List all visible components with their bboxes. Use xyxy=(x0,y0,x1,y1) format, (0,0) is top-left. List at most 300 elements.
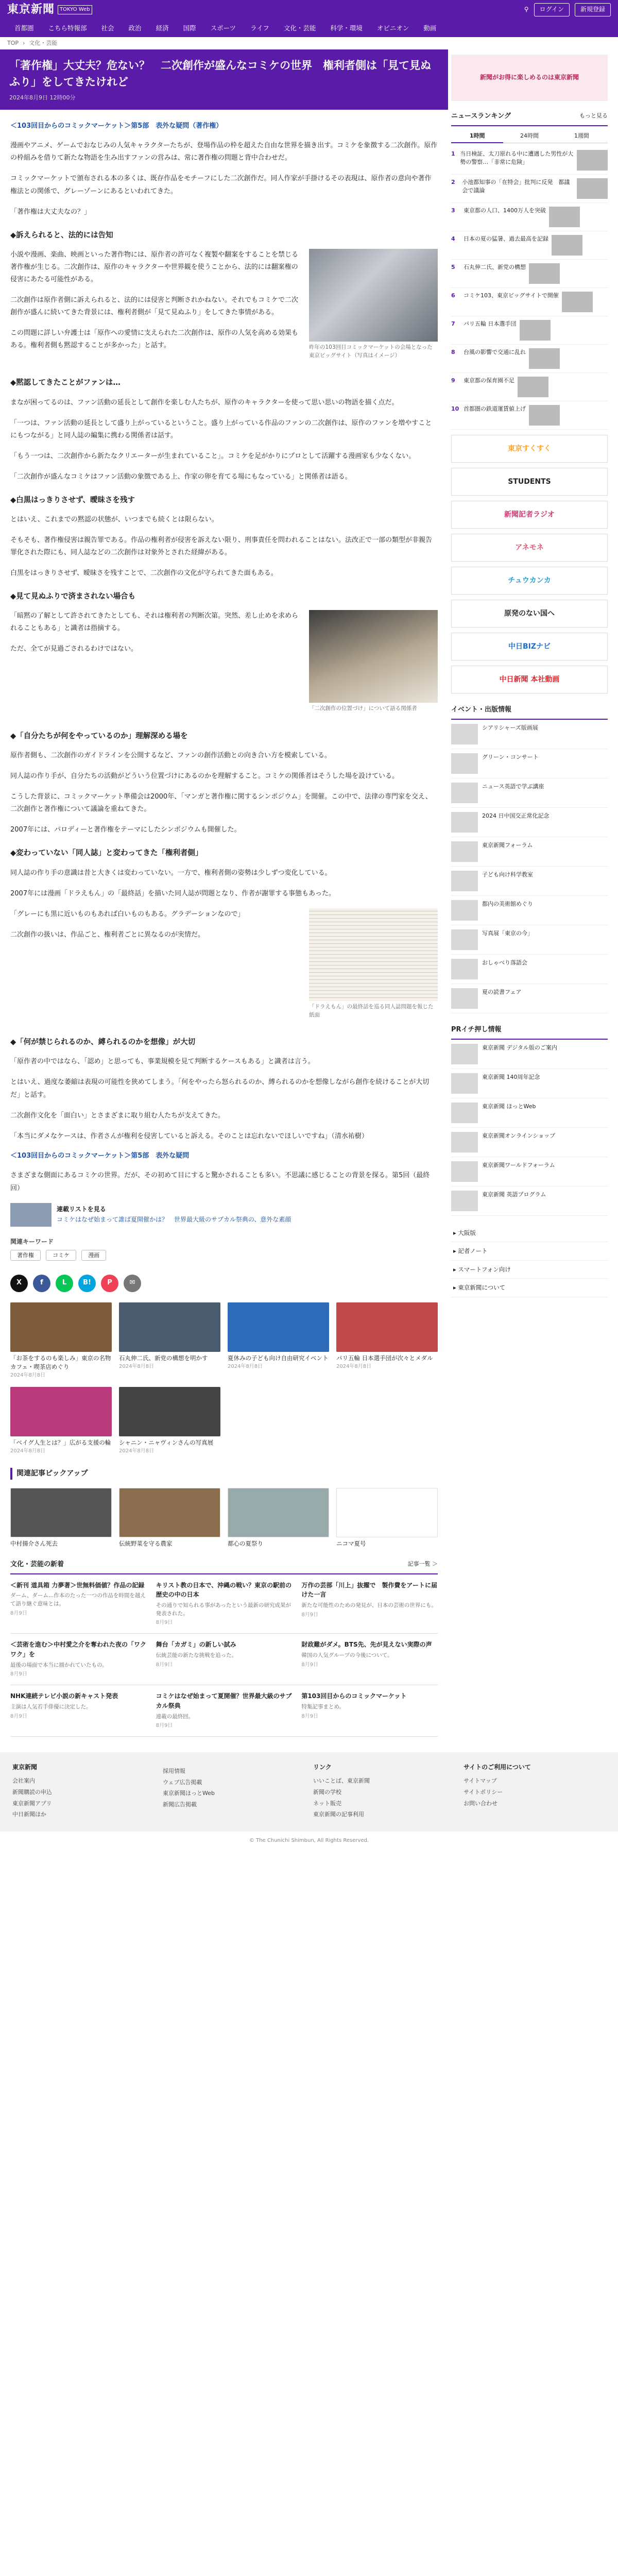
side-link[interactable]: ▸ 東京新聞について xyxy=(451,1279,608,1297)
footer-link[interactable]: サイトポリシー xyxy=(464,1789,503,1796)
item-title: 万作の芸部「川上」抜擢で 製作費をアートに届けた一言 xyxy=(301,1581,437,1599)
event-title: 写真展「東京の今」 xyxy=(482,930,533,937)
rank-number: 2 xyxy=(451,179,455,186)
paragraph: 白黒をはっきりさせず、曖昧さを残すことで、二次創作の文化が守られてきた面もある。 xyxy=(10,569,278,578)
footer-links xyxy=(313,1776,455,1819)
figure-caption: 「二次創作の位置づけ」について語る関係者 xyxy=(309,705,417,712)
ranking-item[interactable] xyxy=(451,288,608,316)
event-thumb xyxy=(451,900,478,921)
related-link[interactable]: コミケはなぜ始まって誰ば夏開催かは？ 世界最大級のサブカル祭典の、意外な素顔 xyxy=(57,1215,291,1223)
paragraph: 「原作者の中ではなら、「認め」と思っても、事業規模を見て判断するケースもある」と識者は言う。 xyxy=(10,1058,315,1066)
nav-item[interactable]: 国際 xyxy=(183,24,196,32)
convention-photo xyxy=(309,249,438,342)
ranking-more-link[interactable]: もっと見る xyxy=(579,112,608,119)
item-date: 8月9日 xyxy=(301,1713,319,1719)
card-title: 中村揚介さん死去 xyxy=(10,1539,58,1547)
event-item[interactable] xyxy=(451,984,608,1013)
event-item[interactable] xyxy=(451,955,608,984)
ranking-item[interactable] xyxy=(451,345,608,373)
footer-link[interactable]: サイトマップ xyxy=(464,1777,497,1785)
item-excerpt: 主演は人気若手俳優に決定した。 xyxy=(10,1703,92,1710)
tab-1h[interactable]: 1時間 xyxy=(451,129,503,144)
paragraph: 漫画やアニメ、ゲームでおなじみの人気キャラクターたちが、登場作品の枠を超えた自由な世界を描き出す。コミケを象徴する二次創作。原作の枠組みを借りて新たな物語を生み出すファンの営みは、常に著作権の問題と背中合わせだ。 xyxy=(10,142,438,162)
event-item[interactable] xyxy=(451,808,608,837)
rank-thumb xyxy=(520,320,551,341)
culture-item[interactable] xyxy=(156,1640,293,1679)
ranking-item[interactable] xyxy=(451,401,608,430)
event-title: シアリシャーズ版画展 xyxy=(482,724,538,732)
article-figure[interactable] xyxy=(309,610,438,713)
event-thumb xyxy=(451,871,478,891)
card-date: 2024年8月8日 xyxy=(10,1372,46,1379)
item-date: 8月9日 xyxy=(301,1662,319,1668)
site-logo[interactable]: 東京新聞 xyxy=(7,3,55,16)
nav-item[interactable]: 動画 xyxy=(423,24,437,32)
article-figure[interactable] xyxy=(309,249,438,360)
item-title: ＜新刊 道具箱 力夢著＞世無料価値？作品の記録 xyxy=(10,1581,145,1589)
keyword-tag[interactable]: 漫画 xyxy=(81,1250,106,1261)
paragraph: 「暗黙の了解として許されてきたとしても、それは権利者の判断次第。突然、差し止めを求められることもある」と識者は指摘する。 xyxy=(10,612,299,633)
rank-thumb xyxy=(518,377,548,397)
rank-title: 石丸伸二氏、新党の構想 xyxy=(464,264,526,271)
culture-item[interactable] xyxy=(156,1581,293,1628)
ranking-item[interactable] xyxy=(451,373,608,401)
footer-link[interactable]: 新聞の学校 xyxy=(313,1789,341,1796)
breadcrumb: TOP › 文化・芸能 xyxy=(0,37,618,49)
footer-link[interactable]: 中日新聞ほか xyxy=(12,1811,46,1818)
figure-caption: 「ドラえもん」の最終話を巡る同人誌問題を報じた紙面 xyxy=(309,1003,434,1018)
pr-thumb xyxy=(451,1161,478,1182)
item-excerpt: 伝統芸能の新たな挑戦を追った。 xyxy=(156,1652,237,1659)
card-thumb xyxy=(228,1488,329,1537)
rank-title: 東京都の人口、1400万人を突破 xyxy=(464,207,546,214)
item-date: 8月9日 xyxy=(10,1671,27,1677)
footer-links xyxy=(464,1776,606,1808)
events-list xyxy=(451,720,608,1013)
footer-heading: 東京新聞 xyxy=(12,1764,38,1771)
pr-title: 東京新聞 デジタル版のご案内 xyxy=(482,1044,557,1051)
rank-title: 首都圏の鉄道運賃値上げ xyxy=(464,405,526,413)
pr-list xyxy=(451,1040,608,1216)
paragraph: この問題に詳しい弁護士は「原作への愛情に支えられた二次創作は、原作の人気を高める効果もある。権利者側も黙認することが多かった」と話す。 xyxy=(10,329,299,350)
event-item[interactable] xyxy=(451,896,608,925)
side-link[interactable]: ▸ 記者ノート xyxy=(451,1242,608,1260)
ad-text: 新聞がお得に楽しめるのは東京新聞 xyxy=(479,74,579,81)
event-item[interactable] xyxy=(451,749,608,778)
rank-number: 1 xyxy=(451,150,455,158)
paragraph: さまざまな側面にあるコミケの世界。だが、その初めて目にすると驚かされることも多い。不思議に感じることの背景を探る。第5回（最終回） xyxy=(10,1172,430,1192)
breadcrumb-item[interactable]: 文化・芸能 xyxy=(29,40,58,47)
event-thumb xyxy=(451,841,478,862)
tab-1w[interactable]: 1週間 xyxy=(556,129,608,144)
photo-card[interactable] xyxy=(336,1302,438,1380)
side-banner[interactable]: STUDENTS xyxy=(451,468,608,496)
facebook-icon[interactable]: f xyxy=(33,1275,50,1292)
event-item[interactable] xyxy=(451,720,608,749)
card-thumb xyxy=(119,1302,220,1352)
footer-link[interactable]: 会社案内 xyxy=(12,1777,35,1785)
nav-item[interactable]: 科学・環境 xyxy=(330,24,363,32)
site-header xyxy=(0,0,618,49)
nav-item[interactable]: こちら特報部 xyxy=(48,24,87,32)
rank-thumb xyxy=(529,263,560,284)
photo-card[interactable] xyxy=(10,1387,112,1455)
photo-card[interactable] xyxy=(119,1387,220,1455)
side-banner[interactable]: アネモネ xyxy=(451,534,608,562)
paragraph: とはいえ、これまでの黙認の状態が、いつまでも続くとは限らない。 xyxy=(10,515,218,523)
card-date: 2024年8月8日 xyxy=(336,1363,372,1369)
event-thumb xyxy=(451,929,478,950)
nav-item[interactable]: スポーツ xyxy=(210,24,236,32)
footer-link[interactable]: ウェブ広告掲載 xyxy=(163,1778,202,1786)
rank-title: パリ五輪 日本選手団 xyxy=(464,320,517,328)
card-date: 2024年8月8日 xyxy=(119,1448,154,1454)
person-photo xyxy=(309,610,438,703)
pr-title: 東京新聞 英語プログラム xyxy=(482,1191,546,1198)
paragraph: 二次創作文化を「面白い」とさまざまに取り組む人たちが支えてきた。 xyxy=(10,1111,225,1120)
ad-banner[interactable] xyxy=(451,55,608,101)
event-thumb xyxy=(451,753,478,774)
event-title: 2024 日中国交正常化記念 xyxy=(482,812,550,820)
paragraph: 二次創作は原作者側に訴えられると、法的には侵害と判断されかねない。それでもコミケで二次創作が盛んに続いてきた背景には、権利者側が「見て見ぬふり」をしてきた事情がある。 xyxy=(10,296,299,316)
pickup-grid xyxy=(10,1488,438,1548)
pr-thumb xyxy=(451,1132,478,1153)
card-thumb xyxy=(10,1488,112,1537)
card-thumb xyxy=(228,1302,329,1352)
culture-item[interactable] xyxy=(301,1691,438,1730)
culture-row xyxy=(10,1574,438,1634)
share-bar xyxy=(10,1275,438,1292)
pickup-card[interactable] xyxy=(336,1488,438,1548)
nav-item[interactable]: オピニオン xyxy=(376,24,409,32)
keyword-tag[interactable]: 著作権 xyxy=(10,1250,41,1261)
side-banner[interactable]: 中日BIZナビ xyxy=(451,633,608,660)
item-excerpt: 韓国の人気グループの今後について。 xyxy=(301,1652,393,1659)
culture-item[interactable] xyxy=(301,1581,438,1628)
banner-list xyxy=(451,435,608,693)
pr-item[interactable] xyxy=(451,1098,608,1128)
side-link[interactable]: ▸ 大阪版 xyxy=(451,1224,608,1242)
ranking-item[interactable] xyxy=(451,146,608,175)
item-title: ＜芸術を進む＞中村愛之介を奪われた夜の「ワクワク」を xyxy=(10,1641,147,1658)
footer-link[interactable]: 新聞購読の申込 xyxy=(12,1789,52,1796)
event-thumb xyxy=(451,724,478,744)
pr-item[interactable] xyxy=(451,1069,608,1098)
footer-link[interactable]: 新聞広告掲載 xyxy=(163,1801,197,1808)
pr-title: PRイチ押し情報 xyxy=(451,1025,608,1040)
item-date: 8月9日 xyxy=(156,1723,173,1729)
paragraph: こうした背景に、コミックマーケット準備会は2000年、「マンガと著作権に関するシンポジウム」を開催。この中で、法律の専門家を交え、二次創作と著作権について議論を重ねてきた。 xyxy=(10,793,432,814)
side-banner[interactable]: 東京すくすく xyxy=(451,435,608,463)
culture-header xyxy=(10,1556,438,1574)
pr-item[interactable] xyxy=(451,1157,608,1187)
nav-item[interactable]: 社会 xyxy=(101,24,114,32)
culture-item[interactable] xyxy=(10,1581,147,1628)
keyword-tag[interactable]: コミケ xyxy=(46,1250,76,1261)
pr-title: 東京新聞ワールドフォーラム xyxy=(482,1161,555,1168)
card-title: 都心の夏祭り xyxy=(228,1539,263,1547)
footer-column xyxy=(464,1762,606,1821)
paragraph: 同人誌の作り手が、自分たちの活動がどういう位置づけにあるのかを理解すること。コミケの関係者はそうした場を設けている。 xyxy=(10,772,399,781)
culture-item[interactable] xyxy=(10,1691,147,1730)
culture-title: 文化・芸能の新着 xyxy=(10,1560,64,1568)
events-title: イベント・出版情報 xyxy=(451,705,608,720)
rank-thumb xyxy=(577,150,608,171)
event-thumb xyxy=(451,812,478,833)
event-thumb xyxy=(451,783,478,803)
card-date: 2024年8月8日 xyxy=(228,1363,263,1369)
footer-link[interactable]: 東京新聞ほっとWeb xyxy=(163,1790,215,1797)
pr-title: 東京新聞 140周年記念 xyxy=(482,1073,540,1080)
rank-number: 7 xyxy=(451,320,455,328)
item-title: 財政難がダメ。BTS先、先が見えない実際の声 xyxy=(301,1641,432,1649)
paragraph: まなが困ってるのは、ファン活動の延長として創作を楽しむ人たちが、原作のキャラクターを使って思い思いの物語を描く点だ。 xyxy=(10,398,399,406)
section-heading: ◆「何が禁じられるのか、縛られるのかを想像」が大切 xyxy=(10,1038,196,1047)
card-date: 2024年8月8日 xyxy=(119,1363,154,1369)
rank-number: 10 xyxy=(451,405,459,413)
rank-thumb xyxy=(552,235,582,256)
photo-card[interactable] xyxy=(119,1302,220,1380)
item-title: コミケはなぜ始まって夏開催？世界最大級のサブカル祭典 xyxy=(156,1692,292,1709)
ranking-item[interactable] xyxy=(451,316,608,345)
signup-button[interactable]: 新規登録 xyxy=(575,3,611,16)
photo-card[interactable] xyxy=(228,1302,329,1380)
pocket-icon[interactable]: P xyxy=(101,1275,118,1292)
pickup-card[interactable] xyxy=(228,1488,329,1548)
ranking-item[interactable] xyxy=(451,175,608,203)
item-title: キリスト教の日本で、沖縄の戦い？東京の駅前の歴史の中の日本 xyxy=(156,1581,292,1599)
event-item[interactable] xyxy=(451,837,608,867)
rank-title: 日本の夏の猛暑、過去最高を記録 xyxy=(464,235,548,243)
ranking-item[interactable] xyxy=(451,260,608,288)
site-footer xyxy=(0,1752,618,1832)
related-label: 連載リストを見る xyxy=(57,1206,106,1213)
footer-column xyxy=(313,1762,455,1821)
item-title: 第103回目からのコミックマーケット xyxy=(301,1692,407,1700)
card-thumb xyxy=(336,1302,438,1352)
pickup-card[interactable] xyxy=(119,1488,220,1548)
newspaper-clipping xyxy=(309,908,438,1001)
pr-item[interactable] xyxy=(451,1128,608,1157)
event-item[interactable] xyxy=(451,867,608,896)
line-icon[interactable]: L xyxy=(56,1275,73,1292)
item-date: 8月9日 xyxy=(10,1713,27,1719)
rank-title: コミケ103、東京ビッグサイトで開催 xyxy=(464,292,559,299)
event-item[interactable] xyxy=(451,925,608,955)
culture-list xyxy=(10,1574,438,1737)
small-links xyxy=(451,1224,608,1297)
tab-24h[interactable]: 24時間 xyxy=(503,129,555,144)
rank-thumb xyxy=(577,178,608,199)
photo-card[interactable] xyxy=(10,1302,112,1380)
card-title: 夏休みの子ども向け自由研究イベント xyxy=(228,1354,329,1362)
footer-link[interactable]: お問い合わせ xyxy=(464,1800,497,1807)
card-thumb xyxy=(336,1488,438,1537)
rank-thumb xyxy=(562,292,593,312)
series-link[interactable]: ＜103回目からのコミックマーケット＞第5部 表外な疑問 xyxy=(10,1151,190,1160)
copyright: © The Chunichi Shimbun, All Rights Reserved. xyxy=(249,1837,369,1843)
ranking-header xyxy=(451,108,608,126)
keywords-title: 関連キーワード xyxy=(10,1238,54,1245)
side-link[interactable]: ▸ スマートフォン向け xyxy=(451,1261,608,1279)
event-title: グリーン・コンサート xyxy=(482,754,539,761)
event-item[interactable] xyxy=(451,778,608,808)
side-banner[interactable]: 原発のない国へ xyxy=(451,600,608,628)
rank-thumb xyxy=(529,405,560,426)
site-logo-sub: TOKYO Web xyxy=(58,5,92,14)
item-title: NHK連続テレビ小説の新キャスト発表 xyxy=(10,1692,118,1700)
card-title: 伝統野菜を守る農家 xyxy=(119,1539,173,1547)
related-thumb xyxy=(10,1203,52,1227)
culture-row xyxy=(10,1685,438,1737)
rank-title: 小池都知事の「在特会」批判に反発 都議会で議論 xyxy=(462,179,570,194)
login-button[interactable]: ログイン xyxy=(534,3,570,16)
pr-thumb xyxy=(451,1044,478,1064)
rank-number: 3 xyxy=(451,207,455,214)
side-banner[interactable]: 新聞記者ラジオ xyxy=(451,501,608,529)
search-icon[interactable]: ⚲ xyxy=(524,6,529,13)
figure-caption: 昨年の103回目コミックマーケットの会場となった東京ビッグサイト（写真はイメージ） xyxy=(309,344,433,359)
paragraph: 同人誌の作り手の意識は昔と大きくは変わっていない。一方で、権利者側の姿勢は少しずつ変化している。 xyxy=(10,869,332,877)
culture-item[interactable] xyxy=(301,1640,438,1679)
paragraph: 2007年には漫画「ドラえもん」の「最終話」を描いた同人誌が問題となり、作者が謝罪する事態もあった。 xyxy=(10,889,335,897)
nav-item[interactable]: ライフ xyxy=(250,24,269,32)
article-headline xyxy=(0,49,448,110)
event-thumb xyxy=(451,988,478,1009)
article-body xyxy=(10,110,438,1227)
section-heading: ◆「自分たちが何をやっているのか」理解深める場を xyxy=(10,732,188,741)
paragraph: そもそも、著作権侵害は親告罪である。作品の権利者が侵害を訴えない限り、刑事責任を問われることはない。法改正で一部の類型が非親告罪化された際にも、同人誌などの二次創作は対象外とされた経緯がある。 xyxy=(10,536,433,557)
ranking-tabs xyxy=(451,129,608,144)
paragraph: 小説や漫画、楽曲、映画といった著作物には、原作者の許可なく複製や翻案をすることを禁じる著作権が生じる。二次創作は、原作のキャラクターや世界観を使うことから、法的には翻案権の侵害にあたる可能性がある。 xyxy=(10,250,299,283)
footer-link[interactable]: 採用情報 xyxy=(163,1768,185,1775)
rank-thumb xyxy=(549,207,580,227)
paragraph: 「グレーにも黒に近いものもあれば白いものもある。グラデーションなので」 xyxy=(10,910,245,918)
item-excerpt: ダーム、ダーム…作本のたった一つの作品を時間を越えて語り継ぐ意味とは。 xyxy=(10,1592,146,1607)
rank-number: 4 xyxy=(451,235,455,243)
rank-title: 当日検証、太刀原れる中に遭遇した男性が大勢の警察…「非常に危険」 xyxy=(460,150,574,166)
card-thumb xyxy=(119,1387,220,1436)
item-excerpt: 最後の場面で本当に描かれていたもの。 xyxy=(10,1662,108,1668)
section-heading: ◆黙認してきたことがファンは… xyxy=(10,379,121,387)
paragraph: 「著作権は大丈夫なの？」 xyxy=(10,208,91,216)
card-title: 石丸伸二氏、新党の構想を明かす xyxy=(119,1354,208,1362)
ranking-item[interactable] xyxy=(451,231,608,260)
event-title: おしゃべり落語会 xyxy=(482,959,527,967)
item-date: 8月9日 xyxy=(156,1620,173,1626)
culture-more-link[interactable]: 記事一覧 ＞ xyxy=(407,1560,438,1567)
paragraph: 「もう一つは、二次創作から新たなクリエーターが生まれていること」。コミケを足がかりにプロとして活躍する漫画家も少なくない。 xyxy=(10,452,416,460)
sidebar xyxy=(451,49,608,1737)
twitter-icon[interactable]: X xyxy=(10,1275,28,1292)
footer-links xyxy=(163,1767,305,1809)
pr-thumb xyxy=(451,1103,478,1123)
item-date: 8月9日 xyxy=(156,1662,173,1668)
ranking xyxy=(451,108,608,430)
rank-number: 5 xyxy=(451,264,455,271)
nav-item[interactable]: 経済 xyxy=(156,24,169,32)
rank-thumb xyxy=(529,348,560,369)
footer-link[interactable]: いいことば、東京新聞 xyxy=(313,1777,370,1785)
pickup-card[interactable] xyxy=(10,1488,112,1548)
footer-link[interactable]: ネット販売 xyxy=(313,1800,341,1807)
paragraph: 原作者側も、二次創作のガイドラインを公開するなど、ファンの創作活動との向き合い方を模索している。 xyxy=(10,752,331,760)
series-link[interactable]: ＜103回目からのコミックマーケット＞第5部 表外な疑問（著作権） xyxy=(10,122,223,130)
related-series-box[interactable] xyxy=(10,1203,438,1227)
item-title: 舞台「カガミ」の新しい試み xyxy=(156,1641,236,1649)
pr-title: 東京新聞オンラインショップ xyxy=(482,1132,556,1139)
event-title: 都内の美術館めぐり xyxy=(482,901,533,908)
card-thumb xyxy=(10,1302,112,1352)
pr-item[interactable] xyxy=(451,1040,608,1069)
paragraph: 2007年には、パロディーと著作権をテーマにしたシンポジウムも開催した。 xyxy=(10,826,241,834)
rank-number: 9 xyxy=(451,377,455,384)
photo-grid xyxy=(10,1302,438,1456)
side-banner[interactable]: 中日新聞 本社動画 xyxy=(451,666,608,693)
breadcrumb-item[interactable]: TOP xyxy=(7,40,19,47)
keywords xyxy=(10,1237,438,1261)
main-column xyxy=(10,49,438,1737)
footer-link[interactable]: 東京新聞の記事利用 xyxy=(313,1811,364,1818)
ranking-title: ニュースランキング xyxy=(451,112,511,120)
pr-item[interactable] xyxy=(451,1187,608,1216)
section-heading: ◆変わっていない「同人誌」と変わってきた「権利者側」 xyxy=(10,849,203,858)
nav-item[interactable]: 政治 xyxy=(128,24,142,32)
footer-link[interactable]: 東京新聞アプリ xyxy=(12,1800,52,1807)
pr-thumb xyxy=(451,1073,478,1094)
article-title: 「著作権」大丈夫？危ない？ 二次創作が盛んなコミケの世界 権利者側は「見て見ぬふり」をしてきたけれど xyxy=(9,59,431,88)
paragraph: 二次創作の扱いは、作品ごと、権利者ごとに異なるのが実情だ。 xyxy=(10,930,205,939)
ranking-list xyxy=(451,146,608,430)
article-figure[interactable] xyxy=(309,908,438,1020)
item-date: 8月9日 xyxy=(10,1610,27,1616)
card-thumb xyxy=(119,1488,220,1537)
card-title: 「お茶をするのも楽しみ」東京の名物カフェ・喫茶店めぐり xyxy=(10,1354,111,1370)
item-excerpt: 新たな可能性のための発見が、日本の芸術の世界にも。 xyxy=(301,1602,437,1608)
nav-item[interactable]: 首都圏 xyxy=(14,24,34,32)
footer-heading: サイトのご利用について xyxy=(464,1764,531,1771)
ranking-item[interactable] xyxy=(451,203,608,231)
card-title: シャニン・ニャヴィンさんの写真展 xyxy=(119,1439,214,1447)
hatena-icon[interactable]: B! xyxy=(78,1275,96,1292)
paragraph: 「一つは、ファン活動の延長として盛り上がっているということ。盛り上がっている作品のファンの二次創作は、原作のファンを増やすことにもつながる」と同人誌の編集に携わる関係者は話す。 xyxy=(10,419,432,439)
event-title: ニュース英語で学ぶ講座 xyxy=(482,783,544,790)
event-title: 東京新聞フォーラム xyxy=(482,842,533,849)
card-title: ニコマ夏号 xyxy=(336,1539,366,1547)
item-date: 8月9日 xyxy=(301,1612,319,1618)
section-heading: ◆訴えられると、法的には告知 xyxy=(10,231,113,240)
footer-links xyxy=(12,1776,154,1819)
event-thumb xyxy=(451,959,478,979)
rank-number: 6 xyxy=(451,292,455,299)
card-date: 2024年8月8日 xyxy=(10,1448,46,1454)
footer-column xyxy=(12,1762,154,1821)
mail-icon[interactable]: ✉ xyxy=(124,1275,141,1292)
culture-item[interactable] xyxy=(156,1691,293,1730)
pr-title: 東京新聞 ほっとWeb xyxy=(482,1103,536,1110)
side-banner[interactable]: チュウカンカ xyxy=(451,567,608,595)
rank-number: 8 xyxy=(451,349,455,356)
article-date: 2024年8月9日 12時00分 xyxy=(9,94,76,101)
paragraph: とはいえ、過度な萎縮は表現の可能性を狭めてしまう。「何をやったら怒られるのか、縛られるのかを想像しながら創作を続けることが大切だ」と話す。 xyxy=(10,1078,430,1099)
paragraph: 「本当にダメなケースは、作者さんが権利を侵害していると訴える。そのことは忘れないでほしいですね」（清水祐樹） xyxy=(10,1132,368,1140)
nav-item[interactable]: 文化・芸能 xyxy=(283,24,316,32)
event-title: 夏の読書フェア xyxy=(482,989,522,996)
footer-heading: リンク xyxy=(313,1764,332,1771)
culture-item[interactable] xyxy=(10,1640,147,1679)
card-title: 「ベイグ人生とは？」広がる支援の輪 xyxy=(10,1439,111,1447)
main-nav xyxy=(0,20,618,37)
